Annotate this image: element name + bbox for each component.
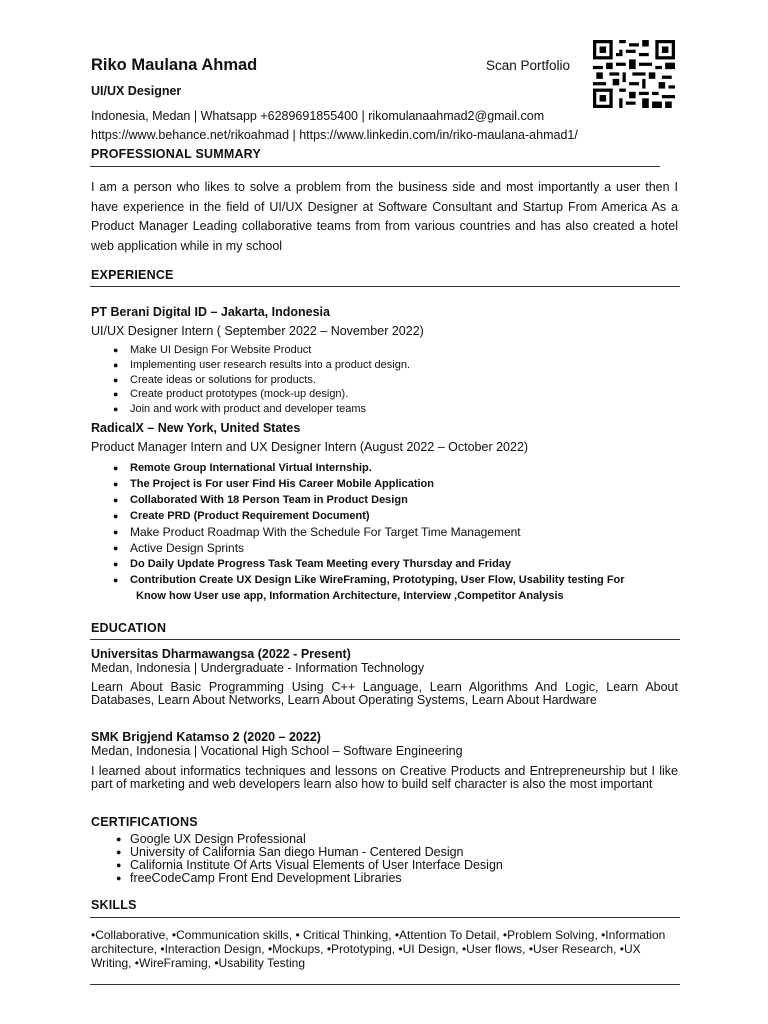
qr-code-icon[interactable]: [593, 40, 675, 108]
bottom-divider: [90, 984, 680, 985]
profile-links[interactable]: https://www.behance.net/rikoahmad | https://www.linkedin.com/in/riko-maulana-ahmad1/: [91, 128, 578, 142]
summary-text: I am a person who likes to solve a problem from the business side and most importantly a user then I have experience in the field of UI/UX Designer at Software Consultant and Startup From America As a Product Manager Leading collaborative teams from from various countries and has also created a hotel web application while in my school: [91, 180, 678, 253]
job-company: RadicalX – New York, United States: [91, 421, 301, 435]
certifications-heading: CERTIFICATIONS: [91, 815, 198, 829]
skills-heading: SKILLS: [91, 898, 137, 912]
contact-info: Indonesia, Medan | Whatsapp +6289691855400 | rikomulanaahmad2@gmail.com: [91, 109, 545, 123]
school-details: Medan, Indonesia | Undergraduate - Information Technology: [91, 661, 425, 675]
education-heading: EDUCATION: [91, 621, 167, 635]
list-item: ● Google UX Design Professional: [113, 833, 503, 846]
list-item: ● Implementing user research results into a product design.: [113, 358, 410, 373]
list-item-continuation: Know how User use app, Information Architecture, Interview ,Competitor Analysis: [136, 590, 564, 602]
job-duties-list: [113, 343, 410, 417]
list-item: ● University of California San diego Human - Centered Design: [113, 846, 503, 859]
certifications-list: [113, 833, 503, 885]
scan-portfolio-label: Scan Portfolio: [486, 58, 571, 73]
job-duties-list: [113, 460, 625, 604]
experience-divider: [90, 286, 680, 287]
skills-divider: [90, 917, 680, 918]
school-name: Universitas Dharmawangsa (2022 - Present): [91, 647, 351, 661]
job-role: UI/UX Designer: [91, 84, 182, 98]
school-description: Learn About Basic Programming Using C++ Language, Learn Algorithms And Logic, Learn About Databases, Learn About Networks, Learn About Operating Systems, Learn About Hardware: [91, 680, 678, 707]
job-company: PT Berani Digital ID – Jakarta, Indonesia: [91, 305, 330, 319]
list-item: ● Join and work with product and developer teams: [113, 402, 410, 417]
list-item: ● Active Design Sprints: [113, 540, 625, 556]
skills-text: •Collaborative, •Communication skills, • Critical Thinking, •Attention To Detail, •Problem Solving, •Information architecture, •Interaction Design, •Mockups, •Prototyping, •UI Design, •User flows, •User Research, •UX Writing, •WireFraming, •Usability Testing: [91, 928, 666, 970]
list-item: [113, 572, 625, 604]
job-title: UI/UX Designer Intern ( September 2022 – November 2022): [91, 324, 424, 338]
experience-heading: EXPERIENCE: [91, 268, 174, 282]
list-item: ● Make UI Design For Website Product: [113, 343, 410, 358]
list-item: ● The Project is For user Find His Career Mobile Application: [113, 476, 625, 492]
list-item: ● Collaborated With 18 Person Team in Product Design: [113, 492, 625, 508]
school-description: I learned about informatics techniques and lessons on Creative Products and Entrepreneurship but I like part of marketing and web developers learn also how to build self character is also the most important: [91, 764, 678, 791]
school-details: Medan, Indonesia | Vocational High School – Software Engineering: [91, 744, 463, 758]
school-name: SMK Brigjend Katamso 2 (2020 – 2022): [91, 730, 321, 744]
list-item: ● Create PRD (Product Requirement Document): [113, 508, 625, 524]
list-item: ● freeCodeCamp Front End Development Libraries: [113, 872, 503, 885]
list-item: ● California Institute Of Arts Visual Elements of User Interface Design: [113, 859, 503, 872]
list-item: ● Create ideas or solutions for products.: [113, 373, 410, 388]
education-divider: [90, 639, 680, 640]
summary-heading: PROFESSIONAL SUMMARY: [91, 147, 261, 161]
list-item: ● Make Product Roadmap With the Schedule For Target Time Management: [113, 524, 625, 540]
list-item-text: Contribution Create UX Design Like WireFraming, Prototyping, User Flow, Usability testing For: [130, 574, 625, 586]
candidate-name: Riko Maulana Ahmad: [91, 56, 258, 74]
list-item: ● Remote Group International Virtual Internship.: [113, 460, 625, 476]
summary-divider: [90, 166, 660, 167]
list-item: ● Do Daily Update Progress Task Team Meeting every Thursday and Friday: [113, 556, 625, 572]
job-title: Product Manager Intern and UX Designer Intern (August 2022 – October 2022): [91, 440, 529, 454]
list-item: ● Create product prototypes (mock-up design).: [113, 387, 410, 402]
